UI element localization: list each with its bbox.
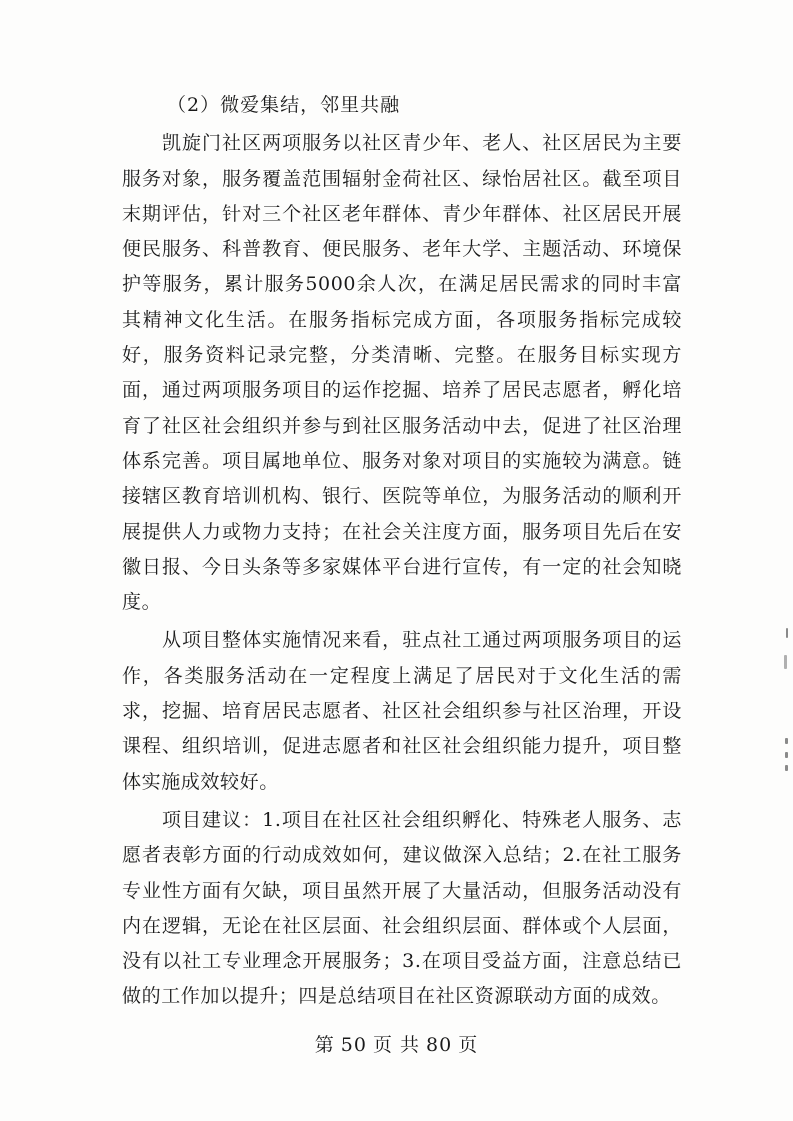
scan-artifact <box>785 738 788 744</box>
current-page-number: 50 <box>340 1034 367 1056</box>
section-heading: （2）微爱集结，邻里共融 <box>167 94 401 116</box>
document-body <box>122 88 682 1015</box>
footer-prefix: 第 <box>314 1034 335 1056</box>
body-paragraph-2: 从项目整体实施情况来看，驻点社工通过两项服务项目的运作，各类服务活动在一定程度上满足了居民对于文化生活的需求，挖掘、培育居民志愿者、社区社会组织参与社区治理，开设课程、组织培训，促进志愿者和社区社会组织能力提升，项目整体实施成效较好。 <box>122 629 682 793</box>
page-number-footer <box>0 1030 793 1057</box>
scan-artifact <box>785 765 788 771</box>
footer-middle: 页 共 <box>372 1034 421 1056</box>
body-paragraph-3: 项目建议：1.项目在社区社会组织孵化、特殊老人服务、志愿者表彰方面的行动成效如何，建议做深入总结；2.在社工服务专业性方面有欠缺，项目虽然开展了大量活动，但服务活动没有内在逻辑，无论在社区层面、社会组织层面、群体或个人层面，没有以社工专业理念开展服务；3.在项目受益方面，注意总结已做的工作加以提升；四是总结项目在社区资源联动方面的成效。 <box>122 808 682 1008</box>
scan-artifact <box>786 628 788 638</box>
scan-artifact <box>784 655 787 669</box>
scan-artifact <box>785 752 788 758</box>
footer-suffix: 页 <box>458 1034 479 1056</box>
body-paragraph-1: 凯旋门社区两项服务以社区青少年、老人、社区居民为主要服务对象，服务覆盖范围辐射金荷社区、绿怡居社区。截至项目末期评估，针对三个社区老年群体、青少年群体、社区居民开展便民服务、科普教育、便民服务、老年大学、主题活动、环境保护等服务，累计服务5000余人次，在满足居民需求的同时丰富其精神文化生活。在服务指标完成方面，各项服务指标完成较好，服务资料记录完整，分类清晰、完整。在服务目标实现方面，通过两项服务项目的运作挖掘、培养了居民志愿者，孵化培育了社区社会组织并参与到社区服务活动中去，促进了社区治理体系完善。项目属地单位、服务对象对项目的实施较为满意。链接辖区教育培训机构、银行、医院等单位，为服务活动的顺利开展提供人力或物力支持；在社会关注度方面，服务项目先后在安徽日报、今日头条等多家媒体平台进行宣传，有一定的社会知晓度。 <box>122 132 682 614</box>
total-pages-number: 80 <box>426 1034 453 1056</box>
